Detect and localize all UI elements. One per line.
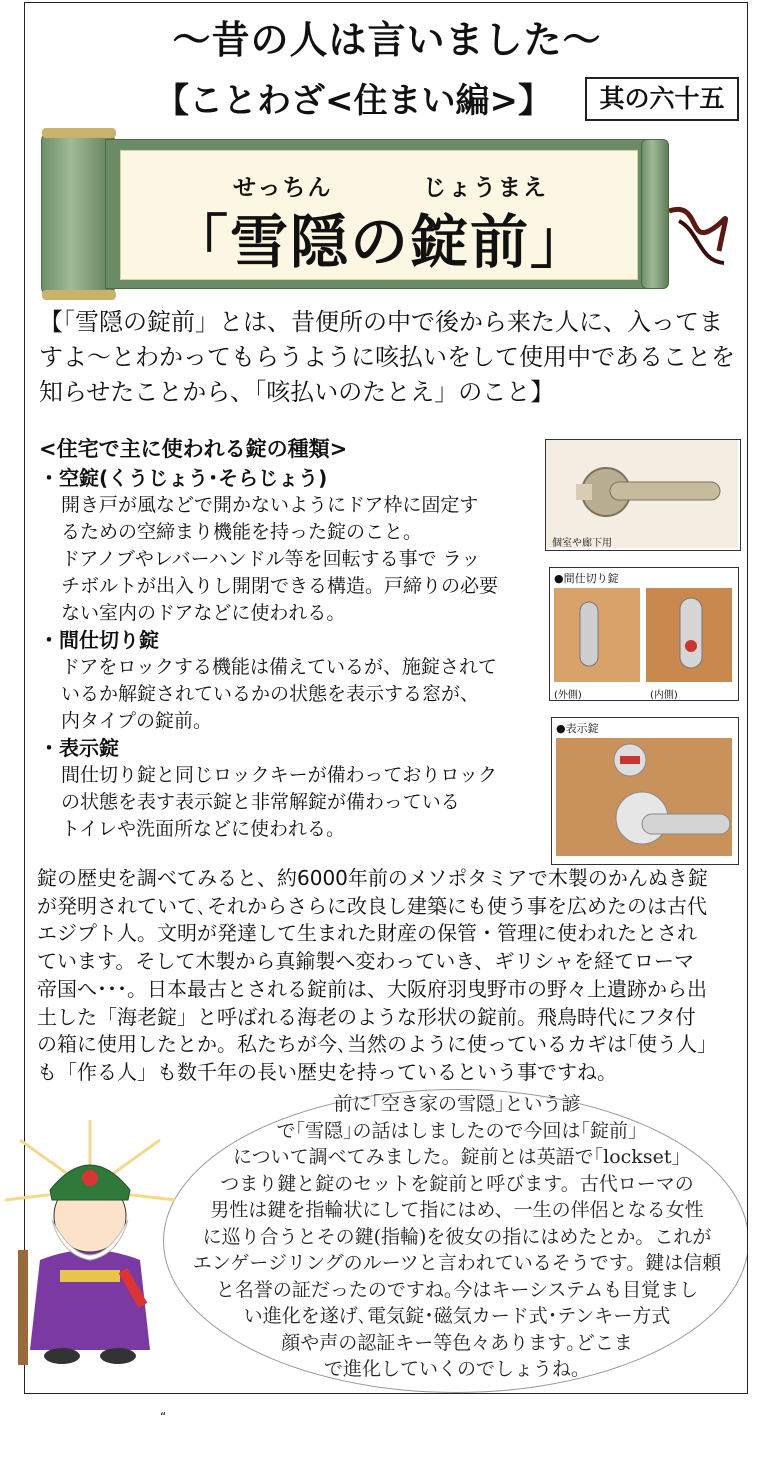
footer-mark: “ (160, 1410, 167, 1424)
lock-desc-line: いるか解錠されているかの状態を表示する窓が、 (61, 683, 480, 705)
bubble-line: と名誉の証だったのですね｡今はキーシステムも目覚まし (215, 1278, 699, 1301)
ruby-setchin: せっちん (233, 175, 333, 201)
lock-name: ・表示錠 (39, 736, 119, 760)
photo-label-inside: (内側) (650, 690, 678, 701)
photo-caption: ●表示錠 (556, 722, 599, 735)
bubble-line: つまり鍵と錠のセットを錠前と呼びます。古代ローマの (220, 1172, 694, 1195)
bubble-line: 前に｢空き家の雪隠｣という諺 (333, 1093, 581, 1115)
indicator-lock-image (550, 568, 736, 698)
lock-desc-line: 間仕切り錠と同じロックキーが備わっておりロック (61, 764, 498, 786)
history-line: エジプト人。文明が発達して生まれた財産の保管・管理に使われたとされ (37, 921, 697, 946)
lock-item-majikiri (39, 627, 559, 735)
lock-item-kuujou (39, 465, 559, 627)
proverb-definition: 【「雪隠の錠前」とは、昔便所の中で後から来た人に、入ってますよ〜とわかってもらうように咳払いをして使用中であることを知らせたことから、「咳払いのたとえ」のこと】 (39, 308, 735, 406)
photo-caption: ●間仕切り錠 (554, 572, 619, 585)
scroll-cord-icon (669, 191, 739, 271)
bubble-line: エンゲージリングのルーツと言われているそうです。鍵は信頼 (192, 1252, 722, 1274)
lock-item-hyoji (39, 735, 559, 843)
photo-hyoji (551, 717, 739, 865)
lock-desc-line: の状態を表す表示錠と非常解錠が備わっている (61, 791, 460, 813)
history-line: 帝国へ･･･。日本最古とされる錠前は、大阪府羽曳野市の野々上遺跡から出 (37, 976, 707, 1001)
bubble-line: で｢雪隠｣の話はしましたので今回は｢錠前｣ (276, 1119, 638, 1142)
page-title: 〜昔の人は言いました〜 (172, 18, 602, 62)
speech-bubble-text (165, 1091, 748, 1383)
history-line: 錠の歴史を調べてみると、約6000年前のメソポタミアで木製のかんぬき錠 (37, 866, 708, 890)
lock-desc-line: トイレや洗面所などに使われる。 (61, 818, 346, 840)
scroll-roll-left (41, 131, 115, 297)
lock-desc-line: 内タイプの錠前。 (61, 710, 213, 732)
lever-handle-image (546, 440, 738, 548)
scroll-paper (120, 150, 638, 280)
lock-desc-line: ドアをロックする機能は備えているが、施錠されて (61, 656, 498, 678)
bubble-line: に巡り合うとその鍵(指輪)を彼女の指にはめたとか。これが (202, 1225, 712, 1248)
photo-subcaption: 個室や廊下用 (552, 538, 612, 549)
lock-desc-line: ない室内のドアなどに使われる。 (61, 602, 346, 624)
scroll-body (105, 139, 651, 289)
photo-majikiri (549, 567, 739, 701)
bubble-line: い進化を遂げ､電気錠･磁気カード式･テンキー方式 (243, 1305, 671, 1327)
bubble-line: で進化していくのでしょうね。 (323, 1358, 590, 1380)
lock-history-paragraph (37, 865, 748, 1087)
history-line: ています。そして木製から真鍮製へ変わっていき、ギリシャを経てローマ (37, 949, 694, 974)
bubble-line: 顔や声の認証キー等色々あります｡どこま (281, 1331, 633, 1354)
page-subtitle: 【ことわざ<住まい編>】 (155, 81, 552, 121)
lock-desc-line: 開き戸が風などで開かないようにドア枠に固定す (61, 494, 479, 516)
lock-name: ・間仕切り錠 (39, 628, 159, 652)
history-line: も「作る人」も数千年の長い歴史を持っているという事ですね。 (37, 1059, 617, 1084)
lock-types-heading: <住宅で主に使われる錠の種類> (39, 437, 348, 461)
proverb-title: 「雪隠の錠前」 (169, 208, 590, 276)
photo-label-outside: (外側) (554, 690, 582, 701)
bubble-line: 男性は鍵を指輪状にして指にはめ、一生の伴侶となる女性 (210, 1199, 704, 1221)
lock-desc-line: ドアノブやレバーハンドル等を回転する事で ラッ (61, 548, 481, 570)
photo-kuujou (545, 439, 741, 551)
history-line: 土した「海老錠」と呼ばれる海老のような形状の錠前。飛鳥時代にフタ付 (37, 1004, 696, 1029)
hanging-scroll (41, 131, 741, 297)
issue-number-box: 其の六十五 (585, 77, 739, 121)
ruby-jomae: じょうまえ (423, 175, 548, 201)
bubble-line: について調べてみました。錠前とは英語で｢lockset｣ (233, 1146, 681, 1168)
display-lock-image (552, 718, 736, 862)
lock-name: ・空錠(くうじょう･そらじょう) (39, 466, 328, 490)
history-line: が発明されていて､それからさらに改良し建築にも使う事を広めたのは古代 (37, 893, 707, 918)
lock-desc-line: チボルトが出入りし開閉できる構造。戸締りの必要 (61, 575, 499, 597)
sage-character-icon (0, 1120, 180, 1370)
lock-desc-line: るための空締まり機能を持った錠のこと。 (61, 521, 423, 543)
history-line: の箱に使用したとか。私たちが今､当然のように使っているカギは｢使う人｣ (37, 1032, 707, 1057)
scroll-roll-right (641, 139, 669, 289)
